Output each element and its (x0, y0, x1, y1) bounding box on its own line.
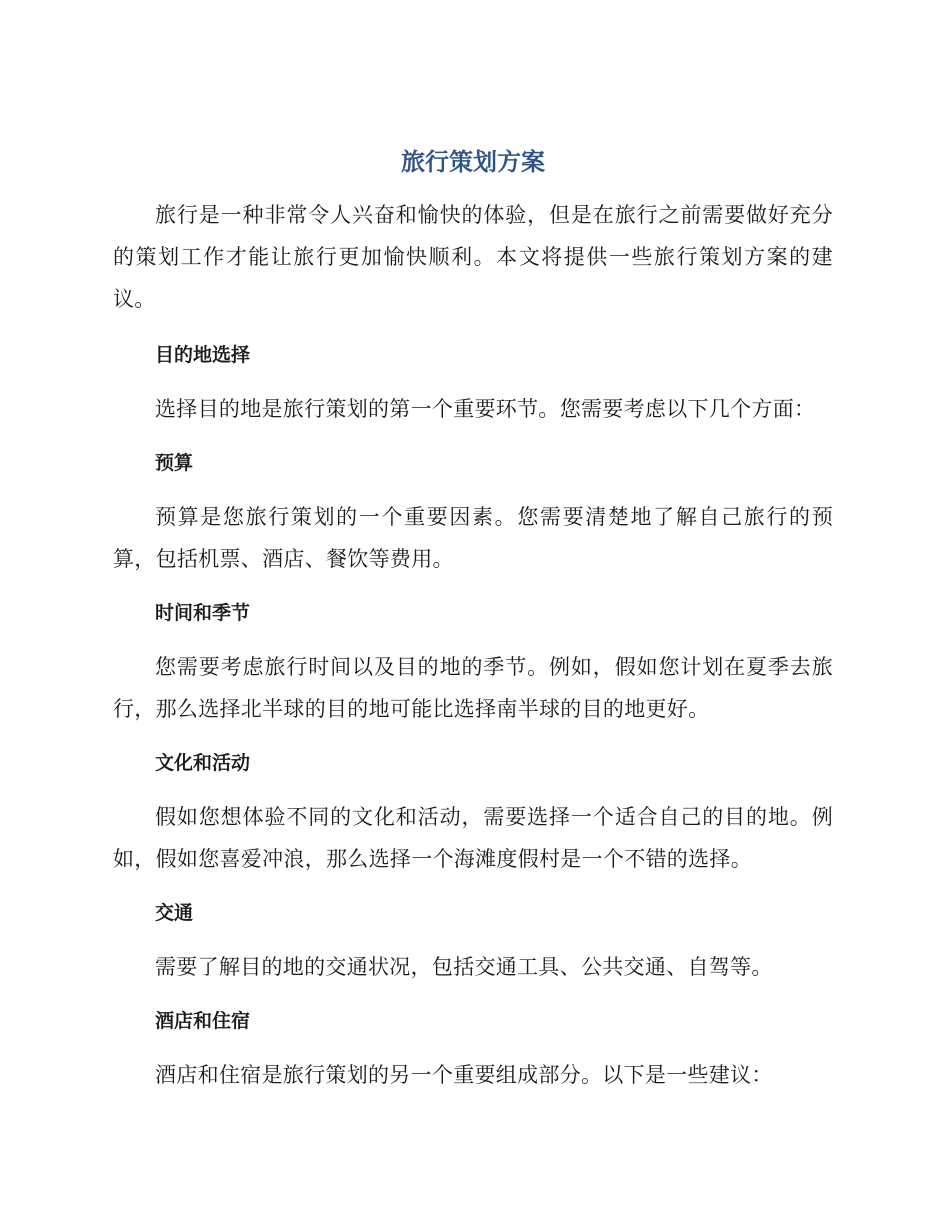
section-heading-culture-activities: 文化和活动 (155, 752, 251, 774)
section-heading-destination: 目的地选择 (155, 344, 251, 366)
section-heading-transport: 交通 (155, 902, 194, 924)
section-body-budget: 预算是您旅行策划的一个重要因素。您需要清楚地了解自己旅行的预算，包括机票、酒店、餐饮等费用。 (113, 505, 833, 571)
section-body-hotel: 酒店和住宿是旅行策划的另一个重要组成部分。以下是一些建议： (155, 1063, 773, 1087)
section-heading-time-season: 时间和季节 (155, 602, 251, 624)
section-body-time-season: 您需要考虑旅行时间以及目的地的季节。例如，假如您计划在夏季去旅行，那么选择北半球的目的地可能比选择南半球的目的地更好。 (113, 655, 833, 721)
section-body-culture-activities: 假如您想体验不同的文化和活动，需要选择一个适合自己的目的地。例如，假如您喜爱冲浪，那么选择一个海滩度假村是一个不错的选择。 (113, 805, 833, 871)
section-heading-hotel: 酒店和住宿 (155, 1010, 251, 1032)
document-page (113, 142, 833, 1096)
intro-paragraph: 旅行是一种非常令人兴奋和愉快的体验，但是在旅行之前需要做好充分的策划工作才能让旅行更加愉快顺利。本文将提供一些旅行策划方案的建议。 (113, 203, 833, 311)
section-heading-budget: 预算 (155, 452, 194, 474)
document-title: 旅行策划方案 (401, 148, 545, 176)
section-body-destination: 选择目的地是旅行策划的第一个重要环节。您需要考虑以下几个方面： (155, 397, 816, 421)
section-body-transport: 需要了解目的地的交通状况，包括交通工具、公共交通、自驾等。 (155, 955, 773, 979)
